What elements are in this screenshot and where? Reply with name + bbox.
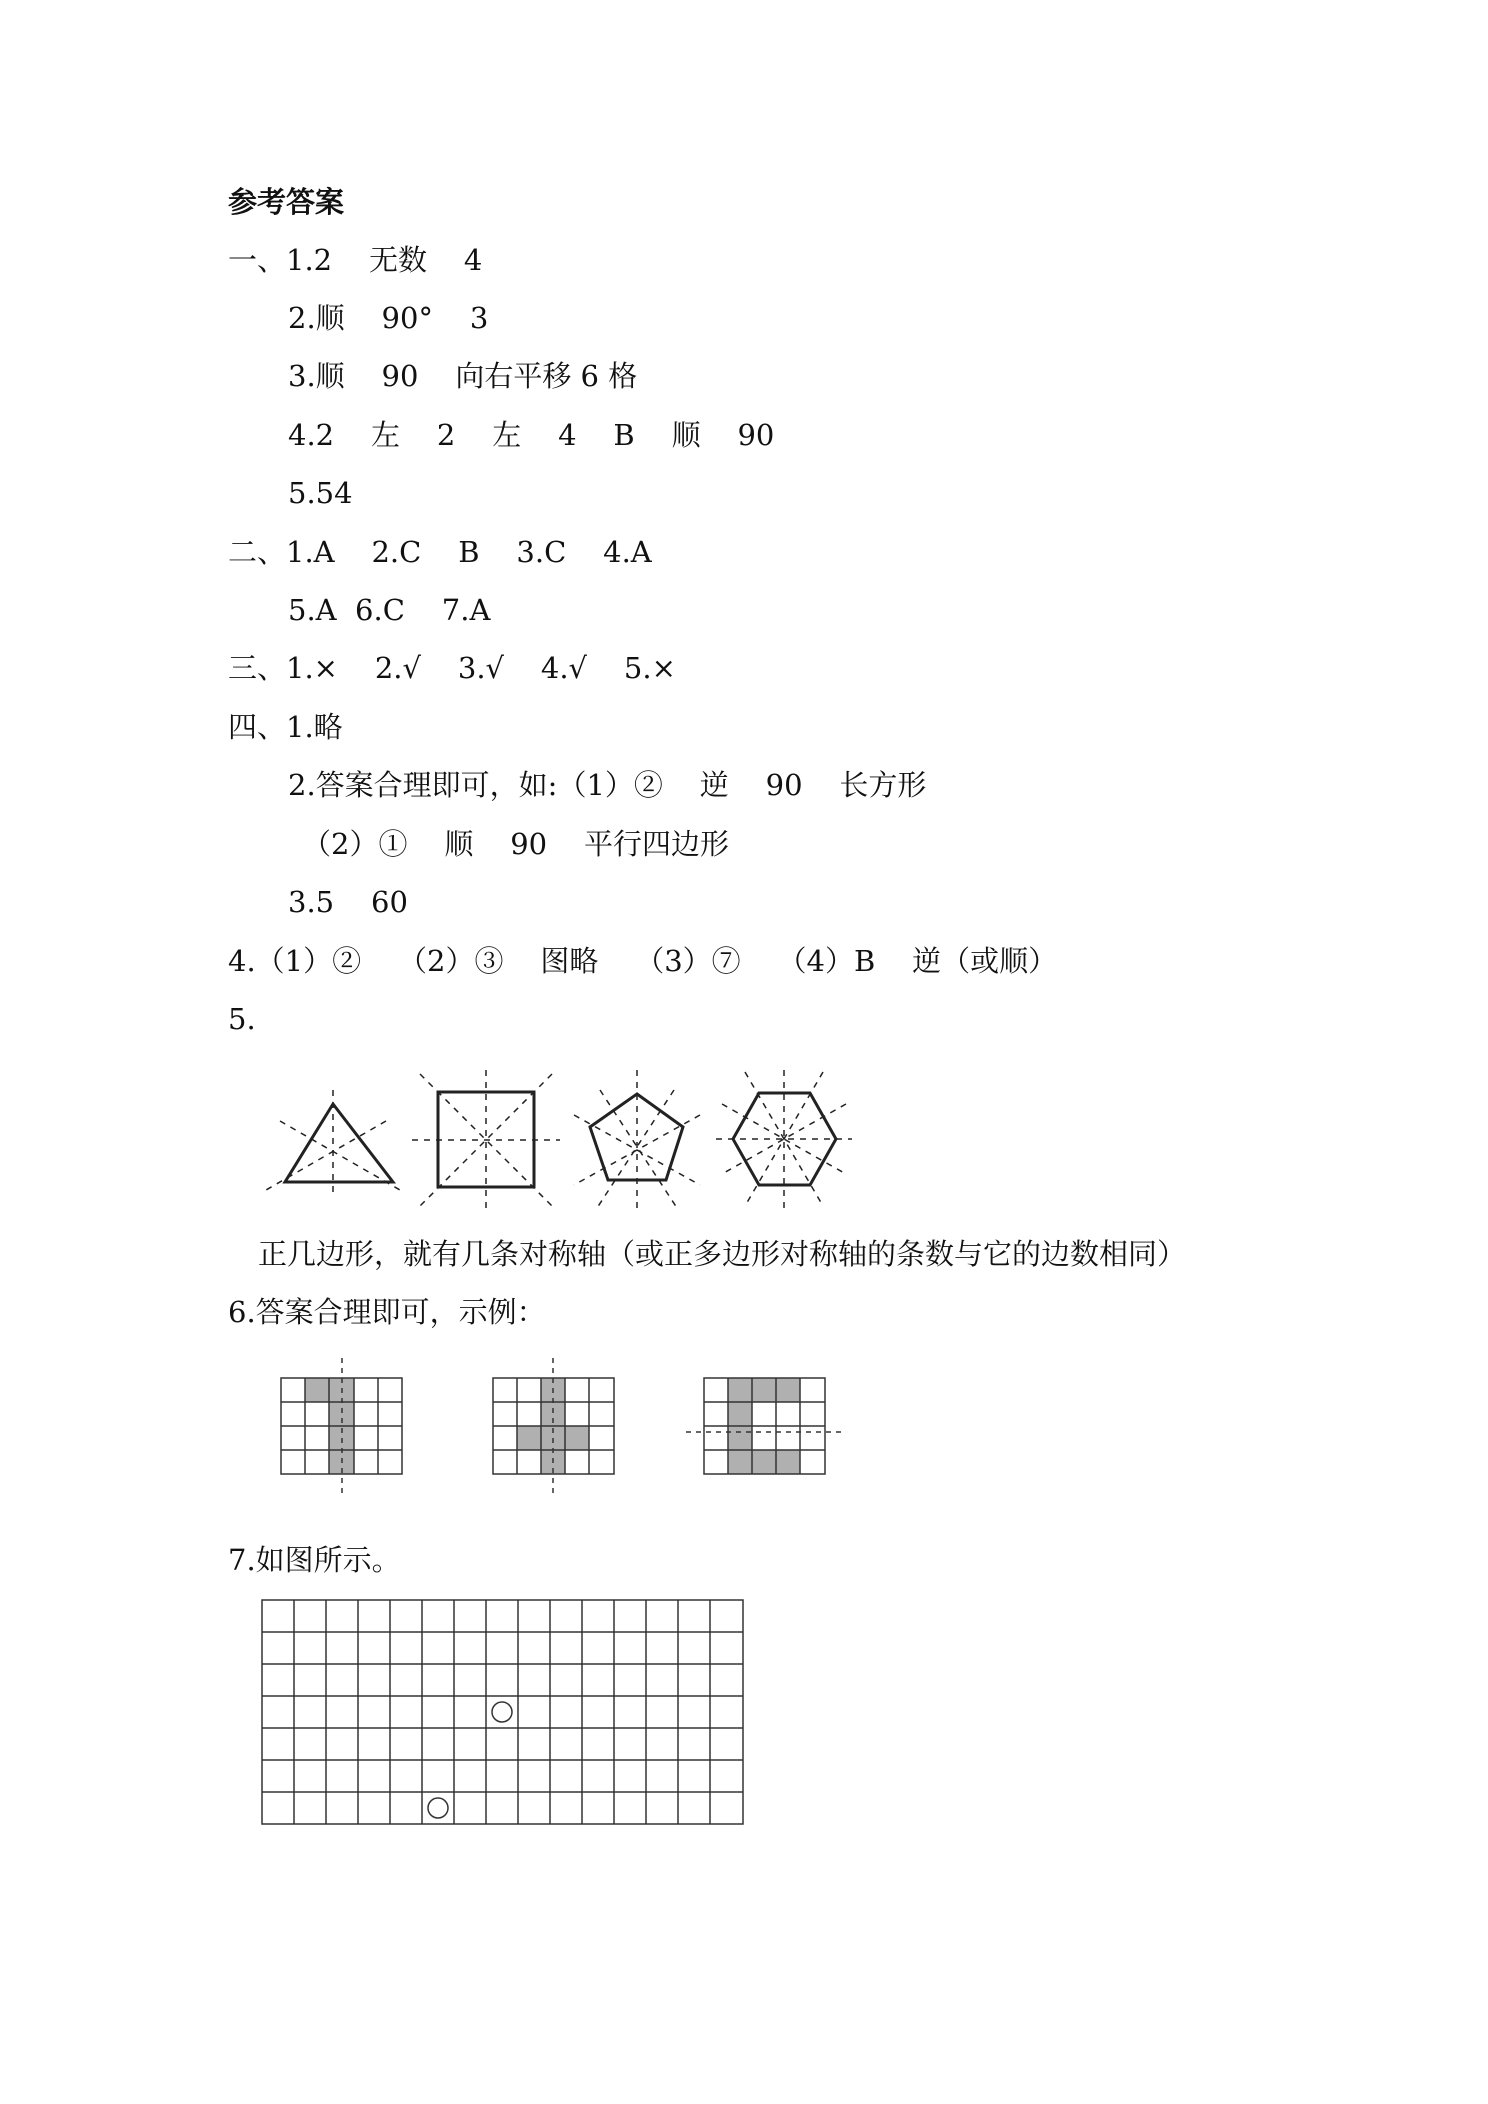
answer-line-4-6: 6.答案合理即可，示例：	[228, 1295, 546, 1329]
answer-line-4-2: 2.答案合理即可，如:（1）② 逆 90 长方形	[288, 768, 927, 802]
page-title: 参考答案	[228, 185, 345, 219]
answer-line-1-3: 3.顺 90 向右平移 6 格	[288, 359, 638, 393]
answer-line-4-5-note: 正几边形，就有几条对称轴（或正多边形对称轴的条数与它的边数相同）	[258, 1237, 1187, 1271]
answer-line-4-3: 3.5 60	[288, 885, 408, 919]
answer-line-2-2: 5.A 6.C 7.A	[288, 593, 491, 627]
answer-line-4-2b: （2）① 顺 90 平行四边形	[302, 827, 729, 861]
circle-mark-2	[428, 1798, 448, 1818]
answer-line-1-1: 一、1.2 无数 4	[228, 243, 483, 277]
circle-mark-1	[492, 1702, 512, 1722]
answer-line-4-5: 5.	[228, 1002, 256, 1036]
answer-line-1-5: 5.54	[288, 476, 353, 510]
answer-line-4-4: 4.（1）② （2）③ 图略 （3）⑦ （4）B 逆（或顺）	[228, 944, 1058, 978]
answer-line-1-4: 4.2 左 2 左 4 B 顺 90	[288, 418, 775, 452]
answer-line-4-7: 7.如图所示。	[228, 1543, 401, 1577]
answer-line-2-1: 二、1.A 2.C B 3.C 4.A	[228, 535, 652, 569]
answer-line-3: 三、1.× 2.√ 3.√ 4.√ 5.×	[228, 651, 676, 685]
answer-line-4-1: 四、1.略	[228, 710, 343, 744]
answer-line-1-2: 2.顺 90° 3	[288, 301, 489, 335]
